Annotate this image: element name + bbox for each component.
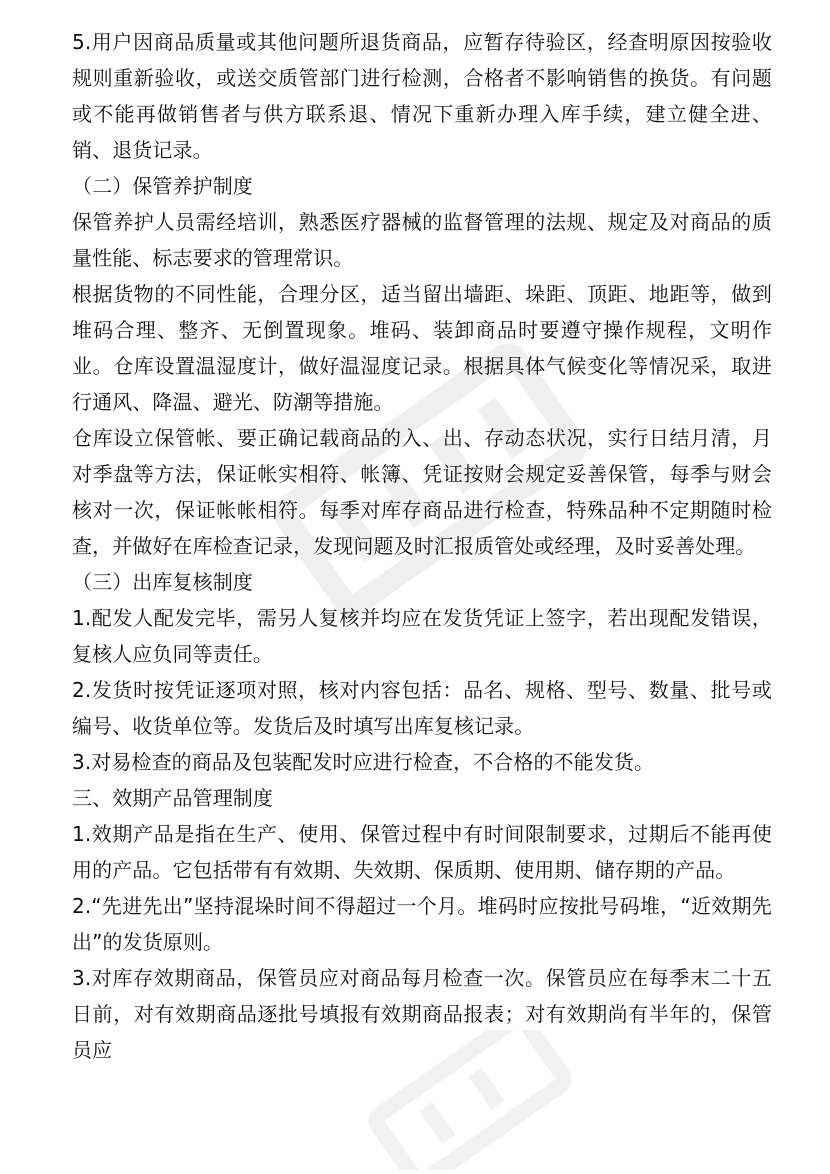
- paragraph-expiry-3: 3.对库存效期商品，保管员应对商品每月检查一次。保管员应在每季末二十五日前，对有效期商品逐批号填报有效期商品报表；对有效期尚有半年的，保管员应: [72, 966, 772, 1062]
- section-heading-storage-maintenance: （二）保管养护制度: [72, 174, 253, 198]
- paragraph-outbound-3: 3.对易检查的商品及包装配发时应进行检查，不合格的不能发货。: [72, 750, 655, 774]
- document-page: [72, 24, 772, 1068]
- paragraph-storage-arrangement: 根据货物的不同性能，合理分区，适当留出墙距、垛距、顶距、地距等，做到堆码合理、整齐、无倒置现象。堆码、装卸商品时要遵守操作规程，文明作业。仓库设置温湿度计，做好温湿度记录。根据具体气候变化等情况采，取进行通风、降温、避光、防潮等措施。: [72, 282, 772, 414]
- section-heading-expiry-management: 三、效期产品管理制度: [72, 786, 273, 810]
- paragraph-outbound-1: 1.配发人配发完毕，需另人复核并均应在发货凭证上签字，若出现配发错误，复核人应负同等责任。: [72, 606, 772, 666]
- paragraph-outbound-2: 2.发货时按凭证逐项对照，核对内容包括：品名、规格、型号、数量、批号或编号、收货单位等。发货后及时填写出库复核记录。: [72, 678, 772, 738]
- paragraph-staff-training: 保管养护人员需经培训，熟悉医疗器械的监督管理的法规、规定及对商品的质量性能、标志要求的管理常识。: [72, 210, 772, 270]
- paragraph-expiry-2: 2.“先进先出”坚持混垛时间不得超过一个月。堆码时应按批号码堆，“近效期先出”的发货原则。: [72, 894, 772, 954]
- paragraph-storage-accounts: 仓库设立保管帐、要正确记载商品的入、出、存动态状况，实行日结月清，月对季盘等方法，保证帐实相符、帐簿、凭证按财会规定妥善保管，每季与财会核对一次，保证帐帐相符。每季对库存商品进行检查，特殊品种不定期随时检查，并做好在库检查记录，发现问题及时汇报质管处或经理，及时妥善处理。: [72, 426, 772, 558]
- paragraph-expiry-1: 1.效期产品是指在生产、使用、保管过程中有时间限制要求，过期后不能再使用的产品。它包括带有有效期、失效期、保质期、使用期、储存期的产品。: [72, 822, 772, 882]
- section-heading-outbound-check: （三）出库复核制度: [72, 570, 253, 594]
- paragraph-return-goods: 5.用户因商品质量或其他问题所退货商品，应暂存待验区，经查明原因按验收规则重新验收，或送交质管部门进行检测，合格者不影响销售的换货。有问题或不能再做销售者与供方联系退、情况下重新办理入库手续，建立健全进、销、退货记录。: [72, 30, 772, 162]
